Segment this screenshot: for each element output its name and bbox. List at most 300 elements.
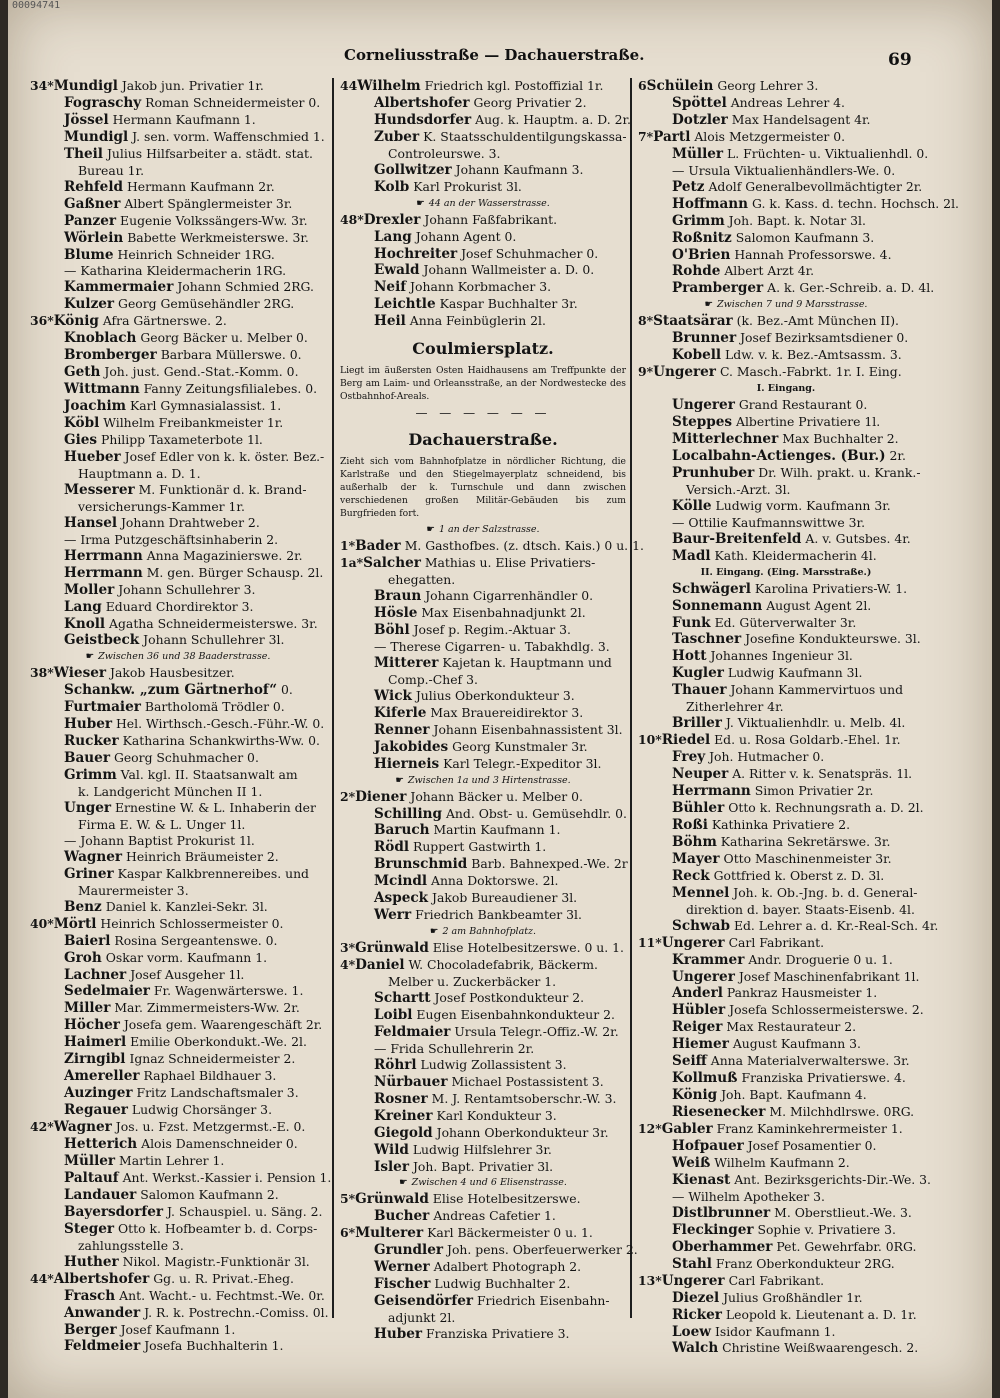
resident-details: Simon Privatier 2r. — [754, 783, 874, 799]
resident-name: Baierl — [64, 932, 111, 949]
resident-name: Bader — [355, 538, 401, 555]
resident-details: Afra Gärtnerswe. 2. — [102, 313, 227, 329]
resident-details: Martin Kaufmann 1. — [433, 822, 561, 838]
house-number: 44* — [30, 1270, 54, 1286]
resident-name: Lang — [374, 228, 412, 245]
resident-name: Walch — [672, 1340, 719, 1357]
resident-details: Anna Feinbüglerin 2l. — [409, 313, 546, 329]
directory-entry — [30, 279, 326, 296]
resident-details: Kath. Kleidermacherin 4l. — [714, 547, 877, 563]
directory-entry — [340, 229, 626, 246]
resident-name: Drexler — [363, 211, 421, 228]
street-marker — [340, 196, 626, 212]
resident-details: Ernestine W. & L. Inhaberin der — [115, 799, 316, 815]
resident-name: Baruch — [374, 822, 430, 839]
resident-details: Katharina Schankwirths-Ww. 0. — [122, 733, 320, 749]
resident-details: M. J. Rentamtsoberschr.-W. 3. — [431, 1090, 617, 1106]
resident-name: Spöttel — [672, 94, 727, 111]
resident-name: Taschner — [672, 631, 742, 648]
resident-details: Friedrich kgl. Postoffizial 1r. — [424, 78, 604, 93]
resident-name: Fischer — [374, 1276, 431, 1293]
directory-entry — [30, 347, 326, 364]
resident-details: Ludwig vorm. Kaufmann 3r. — [715, 497, 891, 513]
directory-entry — [638, 448, 934, 465]
resident-name: Ungerer — [653, 364, 716, 381]
resident-details: Ant. Werkst.-Kassier i. Pension 1. — [122, 1169, 332, 1185]
resident-name: Rohde — [672, 263, 721, 280]
resident-name: Grimm — [672, 212, 725, 229]
column-rule — [630, 78, 632, 1318]
directory-entry — [340, 705, 626, 722]
resident-details: Georg Schuhmacher 0. — [113, 750, 259, 766]
resident-details: Josef Posamentier 0. — [747, 1138, 877, 1154]
directory-entry — [340, 907, 626, 924]
directory-entry — [340, 129, 626, 146]
directory-entry — [340, 555, 626, 572]
resident-details: Franz Kaminkehrermeister 1. — [716, 1121, 903, 1137]
sub-entry: — Frida Schullehrerin 2r. — [374, 1040, 535, 1056]
directory-entry — [638, 498, 934, 515]
resident-details: Josef Schuhmacher 0. — [461, 245, 599, 261]
resident-name: Ungerer — [661, 1272, 725, 1289]
resident-details: Ursula Telegr.-Offiz.-W. 2r. — [454, 1023, 619, 1039]
directory-entry — [638, 1070, 934, 1087]
entry-continuation: ehegatten. — [388, 572, 456, 588]
directory-entry — [638, 732, 934, 749]
sub-entry: — Wilhelm Apotheker 3. — [672, 1188, 825, 1204]
house-number: 6* — [340, 1225, 356, 1241]
resident-name: Roßnitz — [672, 229, 732, 246]
directory-entry — [638, 1138, 934, 1155]
directory-entry — [638, 129, 934, 146]
house-number: 8* — [638, 313, 654, 329]
house-number: 40* — [30, 915, 54, 931]
resident-details: Josef Ausgeher 1l. — [130, 966, 245, 982]
resident-details: Philipp Taxameterbote 1l. — [101, 432, 263, 448]
resident-name: Schülein — [646, 78, 714, 94]
resident-name: Amereller — [64, 1068, 140, 1085]
resident-details: J. Viktualienhdlr. u. Melb. 4l. — [725, 715, 906, 731]
directory-entry — [340, 1259, 626, 1276]
resident-details: Heinrich Bräumeister 2. — [126, 848, 279, 864]
resident-name: Kölle — [672, 497, 712, 514]
resident-name: Lachner — [64, 966, 127, 983]
resident-details: Alois Metzgermeister 0. — [694, 128, 846, 144]
directory-entry — [638, 465, 934, 482]
resident-details: Kaspar Kalkbrennereibes. und — [117, 865, 309, 881]
directory-entry — [638, 1273, 934, 1290]
directory-entry — [30, 750, 326, 767]
resident-details: M. Oberstlieut.-We. 3. — [774, 1204, 912, 1220]
resident-details: August Kaufmann 3. — [732, 1036, 861, 1052]
resident-details: Elise Hotelbesitzerswe. 0 u. 1. — [432, 940, 624, 956]
resident-details: Hermann Kaufmann 2r. — [126, 178, 275, 194]
resident-name: Bühler — [672, 799, 725, 816]
directory-entry — [638, 1324, 934, 1341]
pointing-hand-icon: ☛ — [85, 651, 95, 663]
resident-details: Max Brauereidirektor 3. — [430, 704, 584, 720]
resident-details: Karl Bäckermeister 0 u. 1. — [427, 1225, 593, 1241]
directory-entry — [638, 715, 934, 732]
resident-name: Hübler — [672, 1002, 726, 1019]
resident-name: Wörlein — [64, 229, 124, 246]
directory-entry — [638, 1307, 934, 1324]
directory-entry — [340, 538, 644, 555]
directory-entry — [30, 616, 326, 633]
resident-name: Oberhammer — [672, 1238, 773, 1255]
sub-entry: — Johann Baptist Prokurist 1l. — [64, 832, 255, 848]
pointing-hand-icon: ☛ — [416, 197, 425, 209]
house-number: 1a* — [340, 555, 364, 571]
resident-name: Salcher — [363, 555, 421, 572]
resident-details: Joh. Bapt. k. Notar 3l. — [728, 212, 866, 228]
directory-entry — [30, 1119, 326, 1136]
resident-name: Werner — [374, 1259, 430, 1276]
directory-entry — [638, 1087, 934, 1104]
directory-entry — [30, 548, 326, 565]
resident-name: Miller — [64, 1000, 111, 1017]
directory-entry — [340, 1208, 626, 1225]
resident-name: Giegold — [374, 1124, 433, 1141]
directory-entry — [30, 381, 326, 398]
marker-text: 44 an der Wasserstrasse. — [428, 197, 550, 209]
resident-details: Georg Bäcker u. Melber 0. — [140, 330, 308, 346]
resident-name: Kienast — [672, 1171, 731, 1188]
resident-name: Grundler — [374, 1242, 444, 1259]
resident-details: Salomon Kaufmann 3. — [735, 229, 875, 245]
resident-details: (k. Bez.-Amt München II). — [736, 313, 899, 329]
directory-entry — [638, 95, 934, 112]
resident-details: Josefa gem. Waarengeschäft 2r. — [123, 1017, 323, 1033]
resident-name: Mcindl — [374, 873, 428, 890]
directory-entry — [340, 1293, 626, 1310]
directory-entry — [340, 940, 626, 957]
resident-name: Sonnemann — [672, 597, 763, 614]
sub-entry: — Ottilie Kaufmannswittwe 3r. — [672, 514, 866, 530]
resident-name: Kolb — [374, 178, 410, 195]
resident-name: Rucker — [64, 733, 119, 750]
directory-entry — [340, 856, 626, 873]
resident-details: Eugenie Volkssängers-Ww. 3r. — [120, 212, 308, 228]
street-heading: Coulmiersplatz. — [412, 339, 554, 359]
street-marker — [340, 522, 626, 538]
resident-name: Steppes — [672, 414, 733, 431]
directory-entry — [340, 1108, 626, 1125]
resident-details: Johann Schmied 2RG. — [177, 279, 314, 295]
directory-entry — [30, 1017, 326, 1034]
resident-name: Pramberger — [672, 280, 764, 297]
resident-name: Diezel — [672, 1289, 720, 1306]
resident-details: Josef Postkondukteur 2. — [434, 989, 585, 1005]
resident-name: Dotzler — [672, 111, 728, 128]
resident-details: Andr. Droguerie 0 u. 1. — [748, 951, 893, 967]
resident-details: Christine Weißwaarengesch. 2. — [722, 1340, 919, 1356]
directory-entry — [638, 247, 934, 264]
resident-name: Partl — [653, 128, 691, 145]
house-number: 6 — [638, 78, 647, 93]
resident-name: Riedel — [661, 732, 711, 749]
directory-entry — [638, 347, 934, 364]
directory-entry — [340, 1191, 626, 1208]
resident-details: Ignaz Schneidermeister 2. — [129, 1051, 296, 1067]
resident-name: Briller — [672, 715, 722, 732]
directory-entry — [340, 588, 626, 605]
directory-entry — [638, 615, 934, 632]
directory-entry — [340, 756, 626, 773]
resident-details: Friedrich Eisenbahn- — [476, 1293, 610, 1309]
directory-entry — [340, 822, 626, 839]
directory-entry — [30, 1034, 326, 1051]
resident-details: Elise Hotelbesitzerswe. — [432, 1191, 581, 1207]
resident-name: Gollwitzer — [374, 161, 452, 178]
resident-details: Julius Großhändler 1r. — [723, 1289, 863, 1305]
resident-details: Jakob Bureaudiener 3l. — [432, 890, 578, 906]
directory-entry — [340, 622, 626, 639]
street-description: Zieht sich vom Bahnhofplatze in nördlicher Richtung, die Karlstraße und den Stiegelmayerplatz schneidend, bis außerhalb der k. Turnschule und dann zwischen verschiedenen großen Militär-Gebäuden bis zum Burgfrieden fort. — [340, 456, 626, 520]
directory-entry — [340, 1276, 626, 1293]
resident-details: Johann Bäcker u. Melber 0. — [410, 788, 583, 804]
directory-entry — [638, 598, 934, 615]
resident-details: Josef Kaufmann 1. — [120, 1321, 236, 1337]
resident-details: Michael Postassistent 3. — [451, 1073, 604, 1089]
resident-details: Hannah Professorswe. 4. — [734, 246, 892, 262]
directory-entry — [638, 985, 934, 1002]
directory-entry — [30, 699, 326, 716]
resident-details: Andreas Lehrer 4. — [730, 94, 845, 110]
resident-name: Jössel — [64, 111, 109, 128]
resident-details: Ed. Lehrer a. d. Kr.-Real-Sch. 4r. — [733, 917, 939, 933]
directory-entry — [638, 330, 934, 347]
directory-entry — [30, 179, 326, 196]
resident-details: Joh. pens. Oberfeuerwerker 2. — [446, 1242, 638, 1258]
directory-entry — [340, 688, 626, 705]
resident-name: Paltauf — [64, 1169, 119, 1186]
street-marker — [30, 649, 326, 665]
resident-name: Steger — [64, 1220, 115, 1237]
resident-name: Zirngibl — [64, 1051, 126, 1068]
resident-name: Ewald — [374, 262, 420, 279]
directory-entry — [30, 1169, 332, 1187]
directory-entry — [638, 851, 934, 868]
resident-name: Joachim — [64, 398, 127, 415]
resident-name: Hundsdorfer — [374, 111, 472, 128]
resident-details: Wilhelm Kaufmann 2. — [714, 1155, 850, 1170]
entrance-heading: I. Eingang. — [756, 383, 816, 395]
directory-entry — [30, 449, 326, 466]
resident-details: Anna Magazinierswe. 2r. — [146, 547, 303, 563]
resident-details: Roman Schneidermeister 0. — [145, 94, 321, 110]
directory-entry — [638, 648, 934, 665]
directory-entry — [638, 1104, 934, 1121]
resident-details: Kajetan k. Hauptmann und — [442, 654, 612, 670]
resident-details: Franz Oberkondukteur 2RG. — [715, 1255, 895, 1271]
resident-name: Zuber — [374, 128, 420, 145]
resident-name: Geth — [64, 364, 101, 381]
directory-entry — [638, 1340, 934, 1357]
entry-continuation: Versich.-Arzt. 3l. — [686, 481, 791, 497]
resident-name: Krammer — [672, 951, 745, 968]
street-marker — [340, 1175, 626, 1191]
resident-name: Wieser — [53, 665, 107, 682]
resident-details: Albert Arzt 4r. — [724, 263, 815, 279]
directory-entry — [638, 531, 934, 548]
resident-name: Herrmann — [672, 783, 751, 800]
directory-entry — [638, 414, 934, 431]
resident-details: Isidor Kaufmann 1. — [714, 1323, 836, 1339]
resident-name: Neuper — [672, 766, 729, 783]
directory-entry — [340, 1024, 626, 1041]
directory-entry — [30, 916, 326, 933]
marker-text: Zwischen 7 und 9 Marsstrasse. — [717, 299, 868, 311]
resident-name: Brunner — [672, 330, 737, 347]
resident-details: Raphael Bildhauer 3. — [143, 1068, 277, 1084]
resident-details: Pankraz Hausmeister 1. — [726, 985, 878, 1001]
resident-details: Jakob Hausbesitzer. — [110, 665, 235, 681]
directory-entry — [30, 482, 326, 499]
resident-name: Schilling — [374, 805, 443, 822]
entry-continuation: versicherungs-Kammer 1r. — [78, 498, 245, 514]
resident-details: Eugen Eisenbahnkondukteur 2. — [416, 1006, 615, 1022]
resident-details: Max Eisenbahnadjunkt 2l. — [421, 605, 586, 621]
resident-details: M. gen. Bürger Schausp. 2l. — [146, 564, 324, 580]
resident-details: Julius Oberkondukteur 3. — [415, 687, 575, 703]
directory-entry — [30, 1153, 326, 1170]
resident-name: Multerer — [355, 1225, 424, 1242]
directory-entry — [638, 631, 934, 648]
resident-details: Aug. k. Hauptm. a. D. 2r. — [475, 111, 631, 127]
resident-name: Fleckinger — [672, 1221, 754, 1238]
resident-details: Fanny Zeitungsfilialebes. 0. — [143, 381, 318, 397]
directory-entry — [638, 112, 934, 129]
entry-continuation: Bureau 1r. — [78, 162, 145, 178]
resident-name: Mundigl — [53, 78, 118, 94]
house-number: 13* — [638, 1272, 662, 1288]
resident-details: Barbara Müllerswe. 0. — [160, 347, 302, 363]
directory-entry — [30, 1187, 326, 1204]
resident-details: Eduard Chordirektor 3. — [105, 598, 254, 614]
directory-entry — [30, 1221, 326, 1238]
resident-details: Barb. Bahnexped.-We. 2r — [471, 856, 628, 872]
resident-name: Moller — [64, 581, 115, 598]
resident-name: Lang — [64, 598, 102, 615]
resident-details: Fritz Landschaftsmaler 3. — [136, 1085, 299, 1101]
directory-entry — [30, 364, 326, 381]
resident-name: Mennel — [672, 884, 730, 901]
resident-details: Sophie v. Privatiere 3. — [757, 1221, 896, 1237]
resident-name: Messerer — [64, 481, 135, 498]
resident-details: Josef Edler von k. k. öster. Bez.- — [124, 448, 325, 464]
resident-details: Georg Lehrer 3. — [717, 78, 819, 93]
resident-details: Leopold k. Lieutenant a. D. 1r. — [725, 1306, 917, 1322]
resident-details: Mathias u. Elise Privatiers- — [424, 555, 596, 571]
directory-entry — [638, 313, 934, 330]
directory-entry — [30, 565, 326, 582]
resident-name: Gabler — [661, 1121, 713, 1138]
resident-name: Müller — [672, 145, 724, 162]
resident-name: Landauer — [64, 1186, 137, 1203]
resident-details: Julius Hilfsarbeiter a. städt. stat. — [106, 145, 313, 161]
resident-name: Unger — [64, 799, 112, 816]
resident-name: Diener — [355, 788, 407, 805]
directory-entry — [30, 983, 326, 1000]
resident-details: Max Buchhalter 2. — [782, 431, 899, 447]
directory-entry — [30, 196, 326, 213]
directory-entry — [638, 146, 934, 163]
directory-entry — [340, 296, 626, 313]
directory-entry — [30, 129, 326, 146]
column-1 — [30, 78, 332, 1378]
resident-details: Ldw. v. k. Bez.-Amtsassm. 3. — [725, 347, 902, 363]
directory-entry — [340, 111, 631, 129]
resident-name: Hetterich — [64, 1136, 138, 1153]
resident-details: Bartholomä Trödler 0. — [144, 699, 285, 715]
directory-entry — [30, 1271, 326, 1288]
directory-entry — [30, 1085, 326, 1102]
directory-entry — [30, 1051, 326, 1068]
resident-name: Furtmaier — [64, 699, 141, 716]
directory-entry — [30, 146, 326, 163]
directory-entry — [340, 313, 626, 330]
directory-entry — [638, 280, 934, 297]
resident-name: Schwab — [672, 917, 730, 934]
resident-details: Friedrich Bankbeamter 3l. — [415, 907, 582, 923]
resident-name: Staatsärar — [653, 313, 733, 330]
resident-details: Johann Eisenbahnassistent 3l. — [433, 721, 623, 737]
house-number: 7* — [638, 128, 654, 144]
resident-name: Huber — [64, 716, 113, 733]
resident-details: Ludwig Hilfslehrer 3r. — [412, 1141, 552, 1157]
directory-entry — [340, 1125, 626, 1142]
directory-entry — [638, 935, 934, 952]
resident-details: Georg Kunstmaler 3r. — [452, 738, 588, 754]
resident-details: M. Funktionär d. k. Brand- — [138, 481, 307, 497]
resident-details: G. k. Kass. d. techn. Hochsch. 2l. — [751, 195, 959, 211]
resident-name: Ricker — [672, 1306, 722, 1323]
resident-name: Seiff — [672, 1053, 707, 1070]
pointing-hand-icon: ☛ — [395, 774, 404, 786]
resident-name: O'Brien — [672, 246, 731, 263]
resident-name: Werr — [374, 907, 412, 924]
directory-entry — [30, 599, 326, 616]
resident-details: J. sen. vorm. Waffenschmied 1. — [132, 128, 325, 144]
resident-details: And. Obst- u. Gemüsehdlr. 0. — [445, 805, 627, 821]
resident-name: Rödl — [374, 839, 410, 856]
resident-details: Karl Kondukteur 3. — [436, 1107, 557, 1123]
resident-details: Johann Oberkondukteur 3r. — [436, 1124, 609, 1140]
header-title: Corneliusstraße — Dachauerstraße. — [344, 46, 645, 64]
resident-name: Huther — [64, 1253, 119, 1270]
resident-details: W. Chocoladefabrik, Bäckerm. — [408, 957, 598, 973]
directory-entry — [340, 212, 626, 229]
resident-name: Funk — [672, 614, 711, 631]
directory-entry — [30, 330, 326, 347]
directory-entry — [638, 885, 934, 902]
resident-details: Johann Wallmeister a. D. 0. — [423, 262, 595, 278]
resident-details: Mar. Zimmermeisters-Ww. 2r. — [114, 1000, 300, 1016]
house-number: 1* — [340, 538, 356, 554]
directory-entry — [30, 866, 326, 883]
entry-continuation: Hauptmann a. D. 1. — [78, 465, 201, 481]
resident-details: Otto k. Hofbeamter b. d. Corps- — [118, 1220, 318, 1236]
resident-details: Ant. Bezirksgerichts-Dir.-We. 3. — [734, 1171, 931, 1187]
directory-entry — [340, 78, 626, 95]
resident-name: Feldmaier — [374, 1023, 451, 1040]
directory-entry — [638, 1019, 934, 1036]
resident-name: Hott — [672, 648, 707, 665]
house-number: 12* — [638, 1121, 662, 1137]
pointing-hand-icon: ☛ — [704, 299, 714, 311]
resident-details: Adalbert Photograph 2. — [433, 1259, 582, 1275]
